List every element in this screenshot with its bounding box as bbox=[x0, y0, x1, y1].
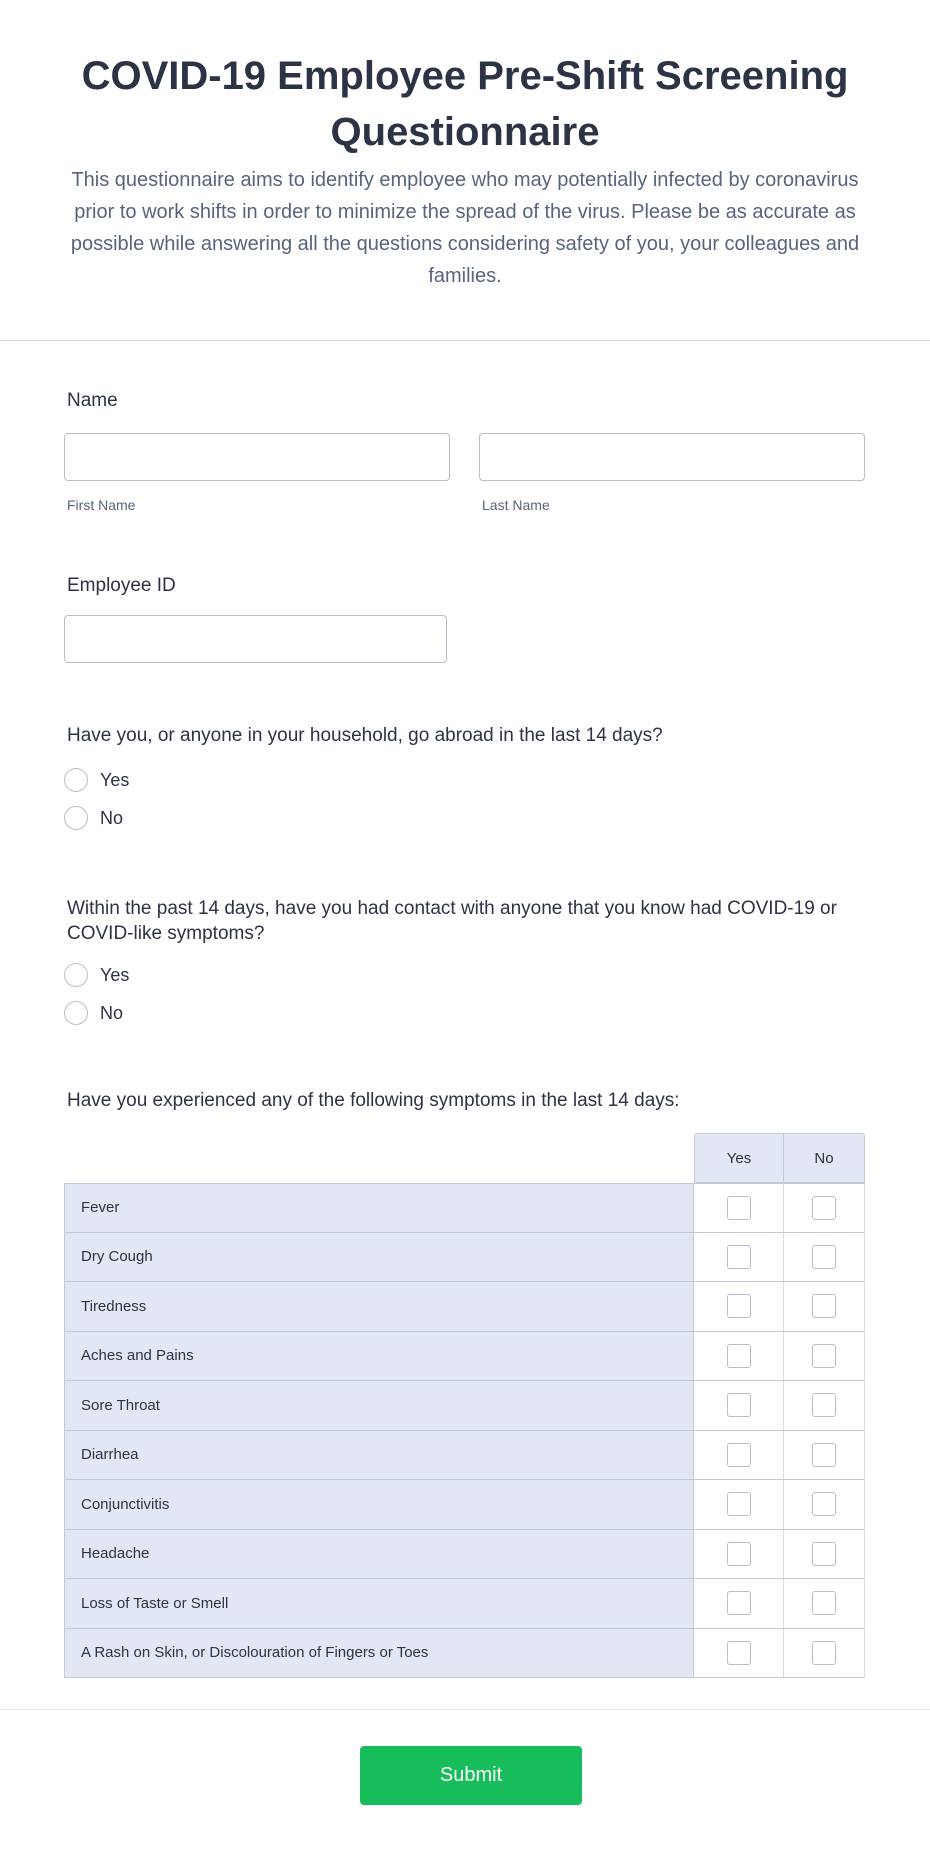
footer-divider bbox=[0, 1709, 930, 1710]
form-description: This questionnaire aims to identify employee who may potentially infected by coronavirus prior to work shifts in order to minimize the spread of the virus. Please be as accurate as possible while answering all the questions considering safety of you, your colleagues and families. bbox=[70, 169, 860, 287]
cell-no bbox=[784, 1184, 865, 1232]
q1-label: Have you, or anyone in your household, go abroad in the last 14 days? bbox=[67, 725, 663, 746]
q2-option-yes[interactable] bbox=[64, 963, 129, 987]
cell-no bbox=[784, 1480, 865, 1529]
cell-yes bbox=[694, 1530, 784, 1579]
symptom-label: Diarrhea bbox=[64, 1431, 694, 1480]
checkbox-no[interactable] bbox=[812, 1196, 836, 1220]
checkbox-yes[interactable] bbox=[727, 1443, 751, 1467]
first-name-sublabel: First Name bbox=[67, 497, 136, 513]
checkbox-yes[interactable] bbox=[727, 1542, 751, 1566]
radio-circle[interactable] bbox=[64, 963, 88, 987]
checkbox-no[interactable] bbox=[812, 1393, 836, 1417]
last-name-input[interactable] bbox=[479, 433, 865, 481]
cell-no bbox=[784, 1381, 865, 1430]
option-label: Yes bbox=[100, 769, 130, 790]
checkbox-no[interactable] bbox=[812, 1344, 836, 1368]
radio-circle[interactable] bbox=[64, 768, 88, 792]
last-name-sublabel: Last Name bbox=[482, 497, 550, 513]
symptom-label: Sore Throat bbox=[64, 1381, 694, 1430]
cell-no bbox=[784, 1332, 865, 1381]
matrix-row bbox=[64, 1233, 865, 1283]
employee-id-label: Employee ID bbox=[67, 575, 176, 596]
checkbox-no[interactable] bbox=[812, 1492, 836, 1516]
cell-yes bbox=[694, 1184, 784, 1232]
cell-yes bbox=[694, 1282, 784, 1331]
cell-yes bbox=[694, 1629, 784, 1678]
checkbox-no[interactable] bbox=[812, 1641, 836, 1665]
matrix-row bbox=[64, 1629, 865, 1679]
matrix-row bbox=[64, 1282, 865, 1332]
checkbox-yes[interactable] bbox=[727, 1294, 751, 1318]
form-title: COVID-19 Employee Pre-Shift Screening Questionnaire bbox=[81, 54, 849, 154]
radio-circle[interactable] bbox=[64, 1001, 88, 1025]
matrix-row bbox=[64, 1381, 865, 1431]
matrix-row bbox=[64, 1183, 865, 1233]
checkbox-yes[interactable] bbox=[727, 1591, 751, 1615]
symptom-label: Headache bbox=[64, 1530, 694, 1579]
symptom-label: Loss of Taste or Smell bbox=[64, 1579, 694, 1628]
form-header bbox=[0, 0, 930, 341]
checkbox-yes[interactable] bbox=[727, 1492, 751, 1516]
checkbox-yes[interactable] bbox=[727, 1196, 751, 1220]
symptom-label: A Rash on Skin, or Discolouration of Fingers or Toes bbox=[64, 1629, 694, 1678]
cell-yes bbox=[694, 1233, 784, 1282]
checkbox-yes[interactable] bbox=[727, 1245, 751, 1269]
checkbox-no[interactable] bbox=[812, 1591, 836, 1615]
cell-no bbox=[784, 1579, 865, 1628]
cell-yes bbox=[694, 1579, 784, 1628]
cell-no bbox=[784, 1629, 865, 1678]
symptom-label: Conjunctivitis bbox=[64, 1480, 694, 1529]
matrix-row bbox=[64, 1431, 865, 1481]
cell-no bbox=[784, 1282, 865, 1331]
matrix-row bbox=[64, 1530, 865, 1580]
option-label: No bbox=[100, 1002, 124, 1023]
cell-yes bbox=[694, 1381, 784, 1430]
radio-circle[interactable] bbox=[64, 806, 88, 830]
checkbox-yes[interactable] bbox=[727, 1393, 751, 1417]
symptom-label: Aches and Pains bbox=[64, 1332, 694, 1381]
checkbox-no[interactable] bbox=[812, 1542, 836, 1566]
matrix-row bbox=[64, 1480, 865, 1530]
cell-no bbox=[784, 1233, 865, 1282]
checkbox-no[interactable] bbox=[812, 1245, 836, 1269]
column-header-no: No bbox=[783, 1133, 865, 1183]
q2-option-no[interactable] bbox=[64, 1001, 123, 1025]
option-label: No bbox=[100, 807, 124, 828]
cell-yes bbox=[694, 1480, 784, 1529]
submit-button[interactable]: Submit bbox=[360, 1746, 582, 1805]
checkbox-no[interactable] bbox=[812, 1443, 836, 1467]
cell-no bbox=[784, 1431, 865, 1480]
column-header-yes: Yes bbox=[694, 1133, 784, 1183]
employee-id-input[interactable] bbox=[64, 615, 447, 663]
first-name-input[interactable] bbox=[64, 433, 450, 481]
name-label: Name bbox=[67, 390, 118, 411]
q2-label: Within the past 14 days, have you had contact with anyone that you know had COVID-19 or COVID-like symptoms? bbox=[67, 898, 837, 944]
checkbox-yes[interactable] bbox=[727, 1344, 751, 1368]
symptom-label: Dry Cough bbox=[64, 1233, 694, 1282]
cell-yes bbox=[694, 1431, 784, 1480]
matrix-row bbox=[64, 1332, 865, 1382]
cell-yes bbox=[694, 1332, 784, 1381]
q1-option-yes[interactable] bbox=[64, 768, 129, 792]
cell-no bbox=[784, 1530, 865, 1579]
checkbox-no[interactable] bbox=[812, 1294, 836, 1318]
q1-option-no[interactable] bbox=[64, 806, 123, 830]
symptom-label: Tiredness bbox=[64, 1282, 694, 1331]
symptom-label: Fever bbox=[64, 1184, 694, 1232]
checkbox-yes[interactable] bbox=[727, 1641, 751, 1665]
symptoms-label: Have you experienced any of the following symptoms in the last 14 days: bbox=[67, 1090, 680, 1111]
matrix-row bbox=[64, 1579, 865, 1629]
option-label: Yes bbox=[100, 964, 130, 985]
